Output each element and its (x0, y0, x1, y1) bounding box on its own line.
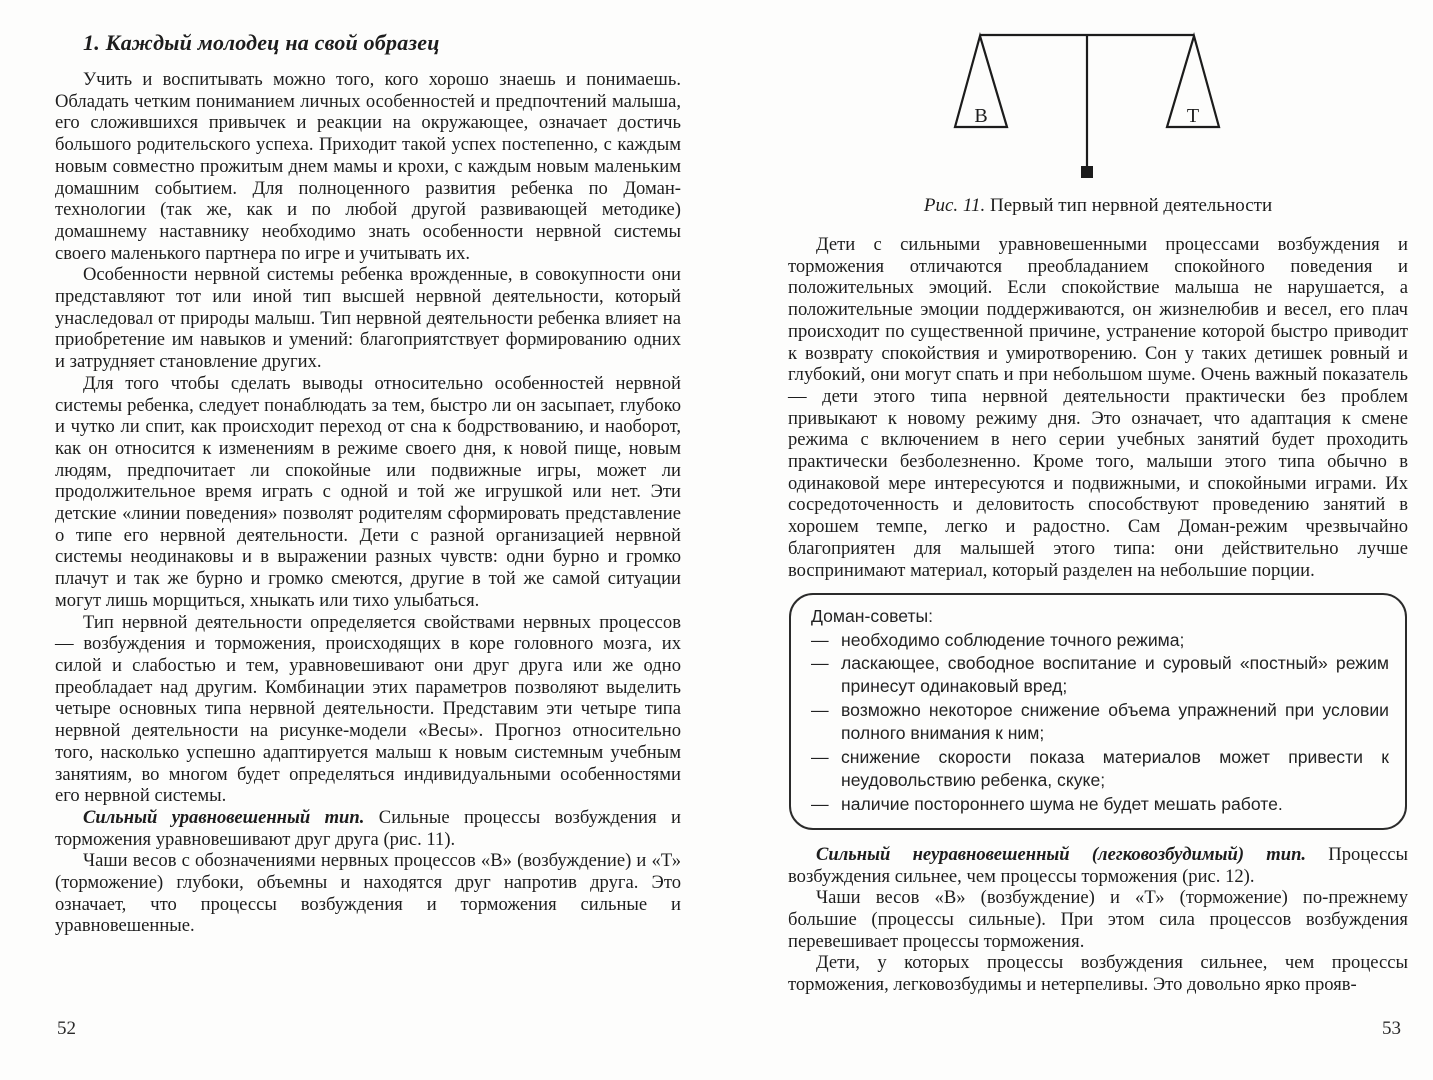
paragraph: Для того чтобы сделать выводы относительно особенностей нервной системы ребенка, следует понаблюдать за тем, быстро ли он засыпает, глубоко и чутко ли спит, как происходит переход от сна к бодрствованию, и наоборот, как он относится к изменениям в режиме своего дня, к новой пище, новым людям, предпочитает ли спокойные или подвижные игры, может ли продолжительное время играть с одной и той же игрушкой или нет. Эти детские «линии поведения» позволят родителям сформировать представление о типе его нервной деятельности. Дети с разной организацией нервной системы неодинаковы и в выражении разных чувств: одни бурно и громко плачут и так же бурно и громко смеются, другие в той же самой ситуации могут лишь морщиться, хныкать или тихо улыбаться. (55, 372, 681, 611)
advice-item (805, 699, 1389, 746)
paragraph: Особенности нервной системы ребенка врожденные, в совокупности они представляют тот или иной тип высшей нервной деятельности, который унаследовал от природы малыш. Тип нервной деятельности ребенка влияет на приобретение им навыков и умений: благоприятствует формированию одних и затрудняет становление других. (55, 264, 681, 373)
dash-bullet: — (811, 629, 829, 650)
figure-caption-number: Рис. 11. (923, 195, 986, 216)
page-left (55, 30, 681, 937)
paragraph-strong-unbalanced-type (788, 844, 1408, 887)
run-in-heading: Сильный неуравновешенный (легковозбудимый) тип. (816, 843, 1307, 865)
left-pan-label: В (974, 105, 988, 127)
page-right (788, 20, 1408, 996)
paragraph: Чаши весов «В» (возбуждение) и «Т» (торможение) по-прежнему большие (процессы сильные). При этом сила процессов возбуждения перевешивает процессы торможения. (788, 887, 1408, 952)
advice-item (805, 746, 1389, 793)
paragraph: Дети с сильными уравновешенными процессами возбуждения и торможения отличаются преобладанием спокойного поведения и положительных эмоций. Если спокойствие малыша не нарушается, а положительные эмоции поддерживаются, он жизнелюбив и весел, его плач происходит по существенной причине, устранение которой быстро приводит к возврату спокойствия и умиротворению. Сон у таких детишек ровный и глубокий, они могут спать и при небольшом шуме. Очень важный показатель — дети этого типа нервной деятельности практически без проблем привыкают к новому режиму дня. Это означает, что адаптация к смене режима с включением в него серии учебных занятий будет проходить практически безболезненно. Кроме того, малыши этого типа обычно в одинаковой мере интересуются и подвижными, и спокойными играми. Их сосредоточенность и деловитость способствуют проведению занятий в хорошем темпе, легко и радостно. Сам Доман-режим чрезвычайно благоприятен для малышей этого типа: они действительно лучше воспринимают материал, который разделен на небольшие порции. (788, 234, 1408, 581)
page-number-right: 53 (1382, 1018, 1401, 1039)
page-number-left: 52 (57, 1018, 76, 1039)
paragraph: Чаши весов с обозначениями нервных процессов «В» (возбуждение) и «Т» (торможение) глубоки, объемны и находятся друг напротив друга. Это означает, что процессы возбуждения и торможения сильные и уравновешенные. (55, 850, 681, 937)
run-in-text: Процессы возбуждения сильнее, чем процессы торможения (рис. 12). (788, 843, 1408, 887)
advice-item-text: необходимо соблюдение точного режима; (841, 629, 1185, 650)
balance-scale-drawing (788, 20, 1408, 188)
figure-caption (788, 194, 1408, 218)
run-in-text: Сильные процессы возбуждения и торможения уравновешивают друг друга (рис. 11). (55, 806, 682, 850)
section-heading: 1. Каждый молодец на свой образец (83, 30, 440, 55)
balance-scale-figure (788, 20, 1408, 218)
run-in-heading: Сильный уравновешенный тип. (83, 806, 365, 828)
advice-item-text: возможно некоторое снижение объема упражнений при условии полного внимания к ним; (841, 699, 1389, 744)
dash-bullet: — (811, 746, 829, 767)
paragraph: Учить и воспитывать можно того, кого хорошо знаешь и понимаешь. Обладать четким пониманием личных особенностей и предпочтений малыша, его сложившихся привычек и реакции на окружающее, означает достичь большого родительского успеха. Приходит такой успех постепенно, с каждым новым совместно прожитым днем мамы и крохи, с каждым новым маленьким домашним событием. Для полноценного развития ребенка по Доман-технологии (так же, как и по любой другой развивающей методике) домашнему наставнику необходимо знать особенности нервной системы своего маленького партнера по игре и учитывать их. (55, 69, 681, 264)
paragraph: Тип нервной деятельности определяется свойствами нервных процессов — возбуждения и торможения, происходящих в коре головного мозга, их силой и слабостью и тем, уравновешивают они друг друга или же одно преобладает над другим. Комбинации этих параметров позволяют выделить четыре основных типа нервной деятельности. Представим эти четыре типа нервной деятельности на рисунке-модели «Весы». Прогноз относительно того, насколько успешно адаптируется малыш к новым системным учебным занятиям, во многом будет определяться индивидуальными особенностями его нервной системы. (55, 611, 681, 807)
scale-base-weight (1081, 166, 1093, 178)
advice-item-text: ласкающее, свободное воспитание и суровый «постный» режим принесут одинаковый вред; (841, 653, 1389, 697)
advice-item-text: снижение скорости показа материалов может привести к неудовольствию ребенка, скуке; (841, 746, 1389, 791)
advice-item (805, 629, 1389, 652)
figure-caption-text: Первый тип нервной деятельности (985, 195, 1273, 216)
paragraph: Дети, у которых процессы возбуждения сильнее, чем процессы торможения, легковозбудимы и нетерпеливы. Это довольно ярко прояв- (788, 952, 1408, 996)
dash-bullet: — (811, 793, 829, 814)
dash-bullet: — (811, 653, 829, 674)
advice-item-text: наличие постороннего шума не будет мешать работе. (841, 793, 1283, 814)
advice-box-title: Доман-советы: (811, 606, 934, 627)
paragraph-strong-balanced-type (55, 807, 681, 850)
advice-item (805, 793, 1389, 816)
advice-item (805, 652, 1389, 699)
doman-advice-box (789, 593, 1407, 830)
right-pan-label: Т (1186, 105, 1200, 127)
dash-bullet: — (811, 699, 829, 720)
